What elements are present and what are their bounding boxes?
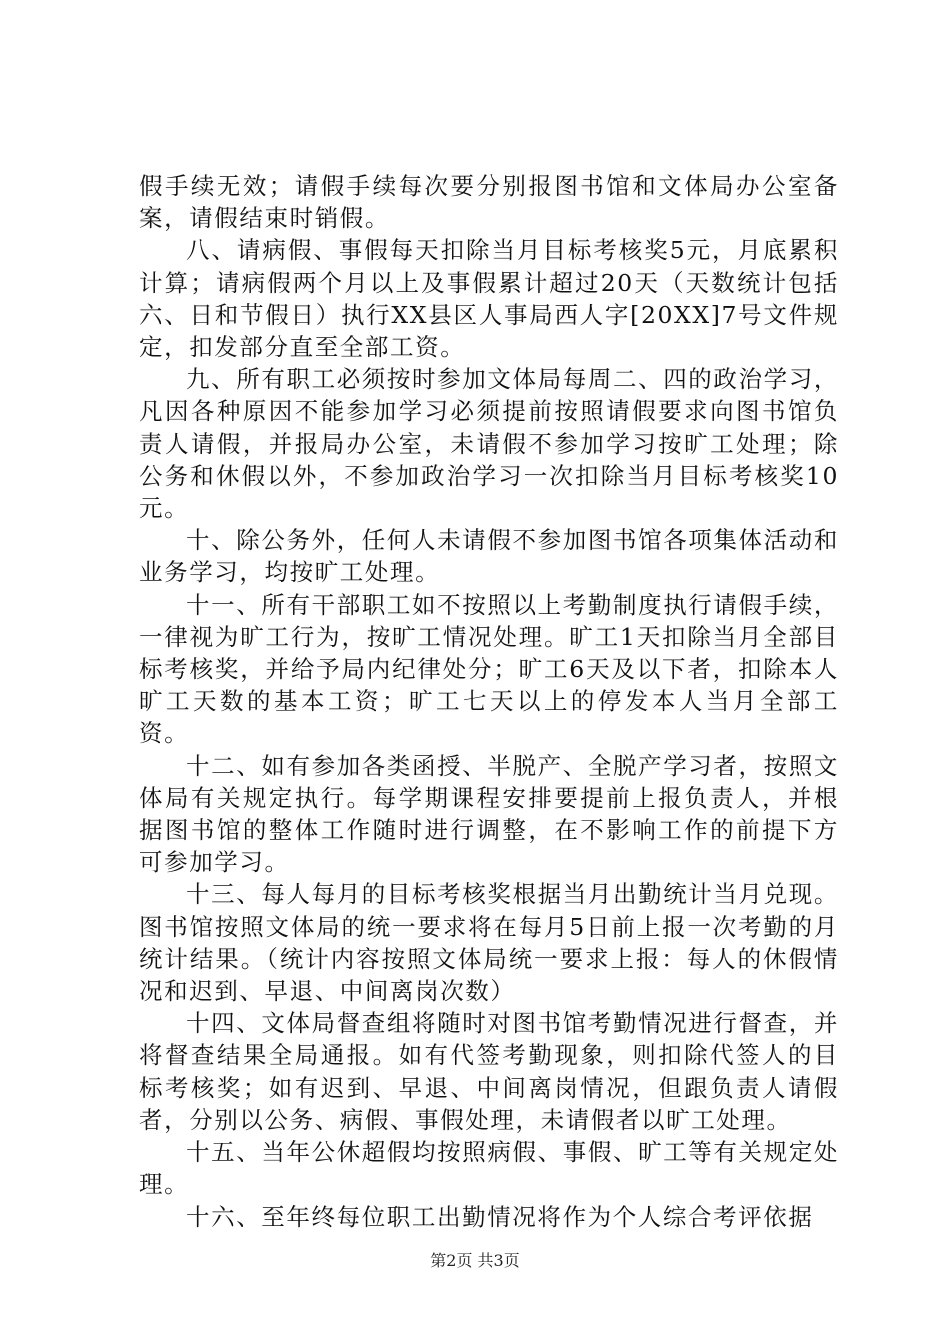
page-footer: 第2页 共3页 [430, 1251, 520, 1270]
paragraph-8: 十四、文体局督查组将随时对图书馆考勤情况进行督查，并将督查结果全局通报。如有代签考勤现象，则扣除代签人的目标考核奖；如有迟到、早退、中间离岗情况，但跟负责人请假者，分别以公务、病假、事假处理，未请假者以旷工处理。 [139, 1009, 839, 1134]
paragraph-1: 假手续无效；请假手续每次要分别报图书馆和文体局办公室备案，请假结束时销假。 [139, 172, 839, 233]
paragraph-6: 十二、如有参加各类函授、半脱产、全脱产学习者，按照文体局有关规定执行。每学期课程安排要提前上报负责人，并根据图书馆的整体工作随时进行调整，在不影响工作的前提下方可参加学习。 [139, 751, 839, 877]
paragraph-7: 十三、每人每月的目标考核奖根据当月出勤统计当月兑现。图书馆按照文体局的统一要求将在每月5日前上报一次考勤的月统计结果。（统计内容按照文体局统一要求上报：每人的休假情况和迟到、早退、中间离岗次数） [139, 880, 839, 1006]
paragraph-9: 十五、当年公休超假均按照病假、事假、旷工等有关规定处理。 [139, 1138, 839, 1199]
paragraph-4: 十、除公务外，任何人未请假不参加图书馆各项集体活动和业务学习，均按旷工处理。 [139, 526, 839, 587]
document-body [139, 170, 839, 1233]
paragraph-10: 十六、至年终每位职工出勤情况将作为个人综合考评依据 [186, 1202, 814, 1231]
paragraph-2: 八、请病假、事假每天扣除当月目标考核奖5元，月底累积计算；请病假两个月以上及事假累计超过20天（天数统计包括六、日和节假日）执行XX县区人事局西人字[20XX]7号文件规定，扣发部分直至全部工资。 [139, 236, 839, 362]
paragraph-3: 九、所有职工必须按时参加文体局每周二、四的政治学习，凡因各种原因不能参加学习必须提前按照请假要求向图书馆负责人请假，并报局办公室，未请假不参加学习按旷工处理；除公务和休假以外，不参加政治学习一次扣除当月目标考核奖10元。 [139, 365, 839, 523]
paragraph-5: 十一、所有干部职工如不按照以上考勤制度执行请假手续，一律视为旷工行为，按旷工情况处理。旷工1天扣除当月全部目标考核奖，并给予局内纪律处分；旷工6天及以下者，扣除本人旷工天数的基本工资；旷工七天以上的停发本人当月全部工资。 [139, 590, 839, 748]
